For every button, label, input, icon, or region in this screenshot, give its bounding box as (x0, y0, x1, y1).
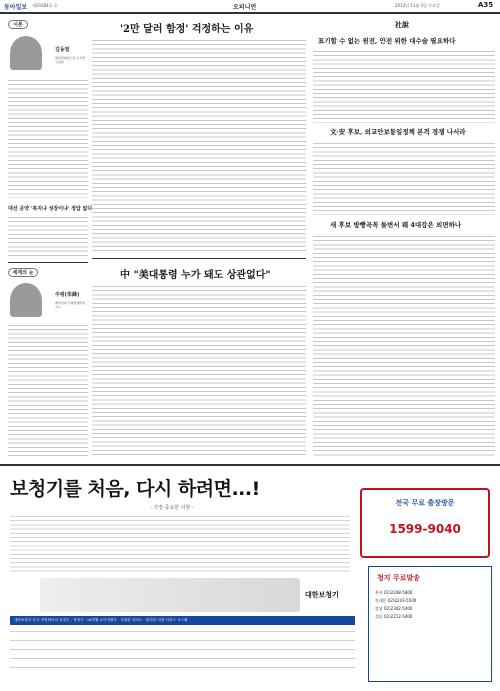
main1-body (92, 38, 306, 254)
main2-title: 中 "美대통령 누가 돼도 상관없다" (120, 270, 271, 281)
column-body (8, 78, 88, 198)
branch-item: 본사 02)2248-5800 (375, 590, 413, 595)
column-subhead: 대선 공약 '복지냐 성장이냐' 정답 없다 (8, 206, 93, 212)
column-divider (8, 262, 88, 263)
world-author-role: 베이징대 국제관계학원 교수 (55, 301, 85, 309)
main1-title: '2만 달러 함정' 걱정하는 이유 (120, 24, 254, 35)
editorial3-title: 새 후보 방빵곡꼭 돌변서 웨 4대강은 외면하나 (330, 221, 462, 229)
world-tag: 세계의 눈 (12, 270, 34, 276)
branch-list (375, 589, 485, 621)
column-tag-box (8, 20, 28, 29)
world-author-name: 주펑(朱鋒) (55, 292, 80, 298)
editorial3-body (313, 234, 495, 458)
ad-body (10, 514, 350, 574)
ad-footer-title: 대한보청기 본사 직영센터의 특징은 - 직영가 · 18개월 무이자할부 · 친절한 서비스 · 편리한 직영 서비스 시스템 (14, 618, 188, 622)
editorial2-title: 文·安 후보, 외교안보통일정책 본격 경쟁 나서라 (330, 128, 466, 136)
main2-body (92, 284, 306, 458)
world-author-photo (10, 283, 42, 317)
branch-item: 강남 02)2342-5400 (375, 606, 413, 611)
masthead (0, 0, 500, 12)
ad-footer-bar (10, 616, 355, 625)
branch-item: 동대문 02)2243-5500 (375, 598, 417, 603)
world-body (8, 323, 88, 457)
author-photo (10, 36, 42, 70)
ad-hearing-graphic (40, 578, 300, 612)
page-number: A35 (478, 1, 494, 9)
editorial1-body (313, 49, 495, 123)
ad-company: 대한보청기 (305, 591, 339, 599)
paper-name: 동아일보 (4, 4, 28, 11)
center-divider (92, 258, 306, 259)
ad-subline: - 가장 중요한 사항 - (150, 505, 194, 511)
editorial2-body (313, 141, 495, 215)
issue-date: 2012년 11월 3일 토요일 (395, 3, 440, 8)
masthead-rule (0, 12, 500, 14)
column-tag: 시론 (13, 22, 23, 28)
ad-phone-box (360, 488, 490, 558)
ad-free-visit: 전국 무료 출장방문 (395, 499, 455, 507)
editorial-tag: 社說 (395, 20, 409, 29)
ad-sample-box (368, 566, 492, 682)
ad-branches (10, 628, 355, 672)
ad-headline: 보청기를 처음, 다시 하려면...! (10, 478, 260, 500)
ad-frame (0, 464, 500, 691)
author-name: 김동열 (55, 47, 70, 53)
world-tag-box (8, 268, 38, 277)
editorial1-title: 표기할 수 없는 원전, 안전 위한 대수술 필요하다 (318, 37, 456, 45)
author-role: 현대경제연구원 수석연구위원 (55, 56, 85, 64)
ad-phone: 1599-9040 (389, 522, 461, 536)
branch-item: 성동 02)2212-5400 (375, 614, 413, 619)
issue-number: 제29384호 등 (32, 3, 58, 8)
section-name: 오피니언 (233, 4, 257, 11)
column-body-2 (8, 215, 88, 257)
ad-sample-label: 청지 무료발송 (377, 574, 421, 582)
